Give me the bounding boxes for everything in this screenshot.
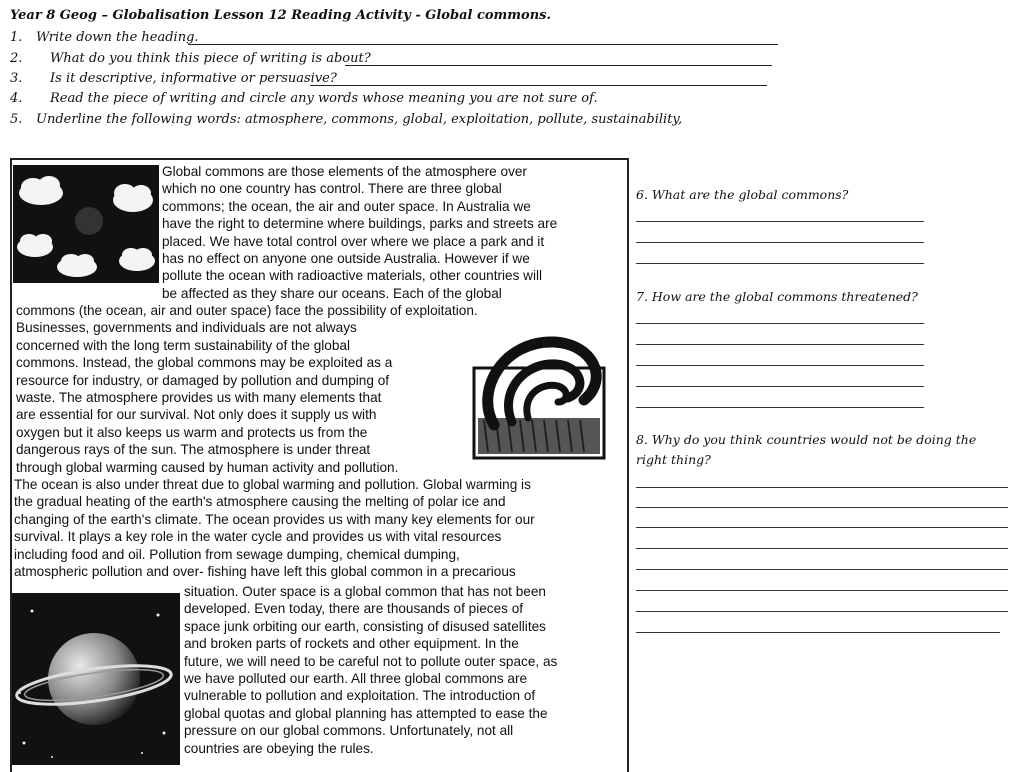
task-5: [10, 112, 770, 130]
question-8-answer-line[interactable]: [636, 526, 1008, 528]
question-6-label: 6. What are the global commons?: [636, 187, 849, 202]
passage-line: placed. We have total control over where we place a park and it: [162, 233, 545, 249]
question-8-answer-line[interactable]: [636, 610, 1008, 612]
passage-line: vulnerable to pollution and exploitation. The introduction of: [184, 688, 536, 704]
answer-line[interactable]: [188, 30, 778, 45]
task-number: 3.: [10, 71, 23, 86]
task-3: [10, 71, 770, 89]
question-8-label: 8. Why do you think countries would not be doing the right thing?: [636, 432, 977, 467]
passage-block-bottom: [184, 583, 557, 757]
passage-block-full: [14, 476, 535, 580]
question-8-answer-line[interactable]: [636, 631, 1000, 633]
passage-block-middle: [16, 302, 478, 476]
question-7-answer-line[interactable]: [636, 343, 924, 345]
task-text: Write down the heading.: [36, 30, 199, 45]
question-8-answer-line[interactable]: [636, 568, 1008, 570]
passage-line: have the right to determine where buildings, parks and streets are: [162, 216, 558, 232]
passage-line: Global commons are those elements of the atmosphere over: [162, 164, 527, 179]
passage-line: we have polluted our earth. All three global commons are: [184, 671, 528, 687]
passage-line: developed. Even today, there are thousands of pieces of: [184, 601, 524, 617]
task-1: [10, 30, 770, 48]
worksheet-title: Year 8 Geog – Globalisation Lesson 12 Reading Activity - Global commons.: [10, 8, 552, 23]
passage-line: countries are obeying the rules.: [184, 740, 374, 756]
question-7-answer-line[interactable]: [636, 364, 924, 366]
task-text: Underline the following words: atmosphere, commons, global, exploitation, pollute, sustainability,: [36, 112, 683, 127]
passage-line: through global warming caused by human activity and pollution.: [16, 459, 399, 475]
passage-line: commons (the ocean, air and outer space) face the possibility of exploitation.: [16, 303, 478, 318]
passage-line: pollute the ocean with radioactive materials, other countries will: [162, 268, 543, 284]
passage-line: dangerous rays of the sun. The atmosphere is under threat: [16, 442, 371, 458]
question-8-answer-line[interactable]: [636, 589, 1008, 591]
passage-line: atmospheric pollution and over- fishing have left this global common in a precarious: [14, 564, 516, 580]
passage-line: Businesses, governments and individuals are not always: [16, 320, 357, 336]
passage-line: commons; the ocean, the air and outer space. In Australia we: [162, 198, 531, 214]
question-6-answer-line[interactable]: [636, 262, 924, 264]
passage-line: global quotas and global planning has attempted to ease the: [184, 705, 548, 721]
passage-line: changing of the earth's climate. The ocean provides us with many key elements for our: [14, 511, 535, 527]
passage-block-top: [162, 163, 557, 302]
task-text: What do you think this piece of writing is about?: [50, 51, 371, 66]
planet-ring-icon: [12, 593, 180, 765]
passage-line: commons. Instead, the global commons may be exploited as a: [16, 355, 393, 371]
passage-line: waste. The atmosphere provides us with many elements that: [16, 390, 382, 406]
passage-line: including food and oil. Pollution from sewage dumping, chemical dumping,: [14, 546, 460, 562]
task-text: Read the piece of writing and circle any words whose meaning you are not sure of.: [50, 91, 598, 106]
passage-line: which no one country has control. There are three global: [162, 181, 502, 197]
question-7-answer-line[interactable]: [636, 322, 924, 324]
passage-line: concerned with the long term sustainability of the global: [16, 337, 350, 353]
passage-line: oxygen but it also keeps us warm and protects us from the: [16, 424, 368, 440]
answer-line[interactable]: [345, 51, 772, 66]
task-number: 4.: [10, 91, 23, 106]
passage-line: be affected as they share our oceans. Each of the global: [162, 285, 502, 301]
passage-line: space junk orbiting our earth, consisting of disused satellites: [184, 618, 546, 634]
passage-line: future, we will need to be careful not to pollute outer space, as: [184, 653, 558, 669]
task-number: 1.: [10, 30, 23, 45]
passage-line: and broken parts of rockets and other equipment. In the: [184, 636, 519, 652]
passage-line: The ocean is also under threat due to global warming and pollution. Global warming is: [14, 477, 531, 492]
passage-line: situation. Outer space is a global common that has not been: [184, 584, 546, 599]
passage-line: the gradual heating of the earth's atmosphere causing the melting of polar ice and: [14, 494, 506, 510]
passage-line: pressure on our global commons. Unfortunately, not all: [184, 723, 514, 739]
question-8-answer-line[interactable]: [636, 486, 1008, 488]
task-number: 2.: [10, 51, 23, 66]
question-8-answer-line[interactable]: [636, 506, 1008, 508]
passage-line: are essential for our survival. Not only does it supply us with: [16, 407, 377, 423]
passage-line: survival. It plays a key role in the water cycle and provides us with vital resources: [14, 529, 502, 545]
question-7-answer-line[interactable]: [636, 406, 924, 408]
wave-icon: [464, 330, 614, 460]
question-7-answer-line[interactable]: [636, 385, 924, 387]
task-4: [10, 91, 770, 109]
task-text: Is it descriptive, informative or persuasive?: [50, 71, 337, 86]
passage-line: resource for industry, or damaged by pollution and dumping of: [16, 372, 390, 388]
question-6-answer-line[interactable]: [636, 220, 924, 222]
task-2: [10, 51, 770, 69]
question-6-answer-line[interactable]: [636, 241, 924, 243]
passage-line: has no effect on anyone one outside Australia. However if we: [162, 251, 530, 267]
clouds-sky-icon: [13, 165, 159, 283]
question-8-answer-line[interactable]: [636, 547, 1008, 549]
task-number: 5.: [10, 112, 23, 127]
question-7-label: 7. How are the global commons threatened?: [636, 289, 918, 304]
answer-line[interactable]: [310, 71, 767, 86]
